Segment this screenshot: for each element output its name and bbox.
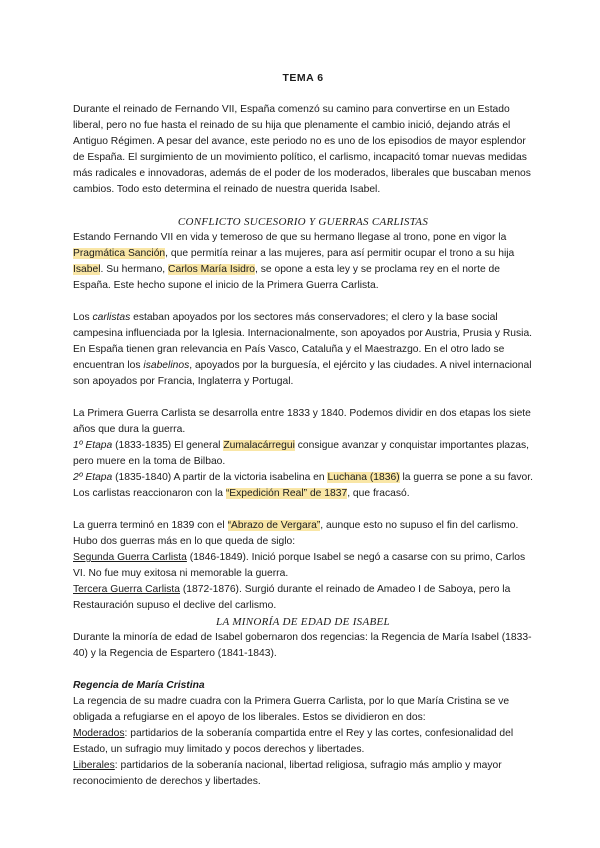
etapa-1-label: 1º Etapa <box>73 440 113 451</box>
highlight-zumalacarregui: Zumalacárregui <box>223 440 295 451</box>
second-war-paragraph: Segunda Guerra Carlista (1846-1849). Inició porque Isabel se negó a casarse con su primo, Carlos VI. No fue muy exitosa ni memorable la guerra. <box>73 552 526 579</box>
liberales-paragraph: Liberales: partidarios de la soberanía nacional, libertad religiosa, sufragio más amplio y mayor reconocimiento de derechos y libertades. <box>73 760 502 787</box>
document-title: TEMA 6 <box>282 72 324 84</box>
second-war-title: Segunda Guerra Carlista <box>73 552 187 563</box>
spacer <box>73 662 533 678</box>
spacer <box>73 294 533 310</box>
succession-paragraph: Estando Fernando VII en vida y temeroso de que su hermano llegase al trono, pone en vigor la Pragmática Sanción, que permitía reinar a las mujeres, para así permitir ocupar el trono a su hija Isabel. Su hermano, Carlos María Isidro, se opone a esta ley y se proclama rey en el norte de España. Este hecho supone el inicio de la Primera Guerra Carlista. <box>73 232 515 291</box>
third-war-paragraph: Tercera Guerra Carlista (1872-1876). Surgió durante el reinado de Amadeo I de Saboya, pero la Restauración supuso el declive del carlismo. <box>73 584 511 611</box>
highlight-carlos-maria-isidro: Carlos María Isidro <box>168 264 256 275</box>
spacer <box>73 502 533 518</box>
intro-paragraph: Durante el reinado de Fernando VII, España comenzó su camino para convertirse en un Estado liberal, pero no fue hasta el reinado de su hija que plenamente el cambio inició, dejando atrás el Antiguo Régimen. A pesar del avance, este periodo no es uno de los episodios de mayor esplendor de España. El surgimiento de un movimiento político, el carlismo, incapacitó tomar nuevas medidas más radicales e innovadoras, además de el poder de los moderados, liberales que buscaban menos cambios. Todo esto determina el reinado de nuestra querida Isabel. <box>73 104 531 195</box>
highlight-luchana: Luchana (1836) <box>327 472 400 483</box>
war-end-paragraph: La guerra terminó en 1839 con el “Abrazo de Vergara”, aunque esto no supuso el fin del carlismo. Hubo dos guerras más en lo que queda de siglo: <box>73 520 519 547</box>
section-heading-carlist-wars: CONFLICTO SUCESORIO Y GUERRAS CARLISTAS <box>177 216 429 228</box>
supporters-paragraph: Los carlistas estaban apoyados por los sectores más conservadores; el clero y la base social campesina influenciada por la Iglesia. Internacionalmente, son apoyados por Austria, Prusia y Rusia. En España tienen gran relevancia en País Vasco, Cataluña y el Maestrazgo. En el otro lado se encuentran los isabelinos, apoyados por la burguesía, el ejército y las ciudades. A nivel internacional son apoyados por Francia, Inglaterra y Portugal. <box>73 312 533 387</box>
etapa-2-label: 2º Etapa <box>73 472 113 483</box>
term-carlistas: carlistas <box>92 312 131 323</box>
spacer <box>73 390 533 406</box>
spacer <box>73 198 533 214</box>
highlight-isabel: Isabel <box>73 264 101 275</box>
highlight-abrazo-de-vergara: “Abrazo de Vergara” <box>227 520 321 531</box>
regencies-paragraph: Durante la minoría de edad de Isabel gobernaron dos regencias: la Regencia de María Isabel (1833-40) y la Regencia de Espartero (1841-1843). <box>73 632 532 659</box>
document-content <box>73 70 533 790</box>
etapa-1-paragraph: 1º Etapa (1833-1835) El general Zumalacárregui consigue avanzar y conquistar importantes plazas, pero muere en la toma de Bilbao. <box>73 440 529 467</box>
etapa-2-paragraph: 2º Etapa (1835-1840) A partir de la victoria isabelina en Luchana (1836) la guerra se pone a su favor. Los carlistas reaccionaron con la “Expedición Real” de 1837, que fracasó. <box>73 472 533 499</box>
section-heading-minoria: LA MINORÍA DE EDAD DE ISABEL <box>216 616 390 628</box>
subheading-regencia-maria-cristina: Regencia de María Cristina <box>73 680 205 691</box>
highlight-pragmatica-sancion: Pragmática Sanción <box>73 248 166 259</box>
highlight-expedicion-real: “Expedición Real” de 1837 <box>225 488 348 499</box>
regencia-paragraph: La regencia de su madre cuadra con la Primera Guerra Carlista, por lo que María Cristina se ve obligada a refugiarse en el apoyo de los liberales. Estos se dividieron en dos: <box>73 696 510 723</box>
term-isabelinos: isabelinos <box>143 360 190 371</box>
moderados-term: Moderados <box>73 728 125 739</box>
moderados-paragraph: Moderados: partidarios de la soberanía compartida entre el Rey y las cortes, confesionalidad del Estado, un sufragio muy limitado y pocos derechos y libertades. <box>73 728 514 755</box>
liberales-term: Liberales <box>73 760 115 771</box>
first-war-paragraph: La Primera Guerra Carlista se desarrolla entre 1833 y 1840. Podemos dividir en dos etapas los siete años que dura la guerra. <box>73 408 531 435</box>
third-war-title: Tercera Guerra Carlista <box>73 584 181 595</box>
